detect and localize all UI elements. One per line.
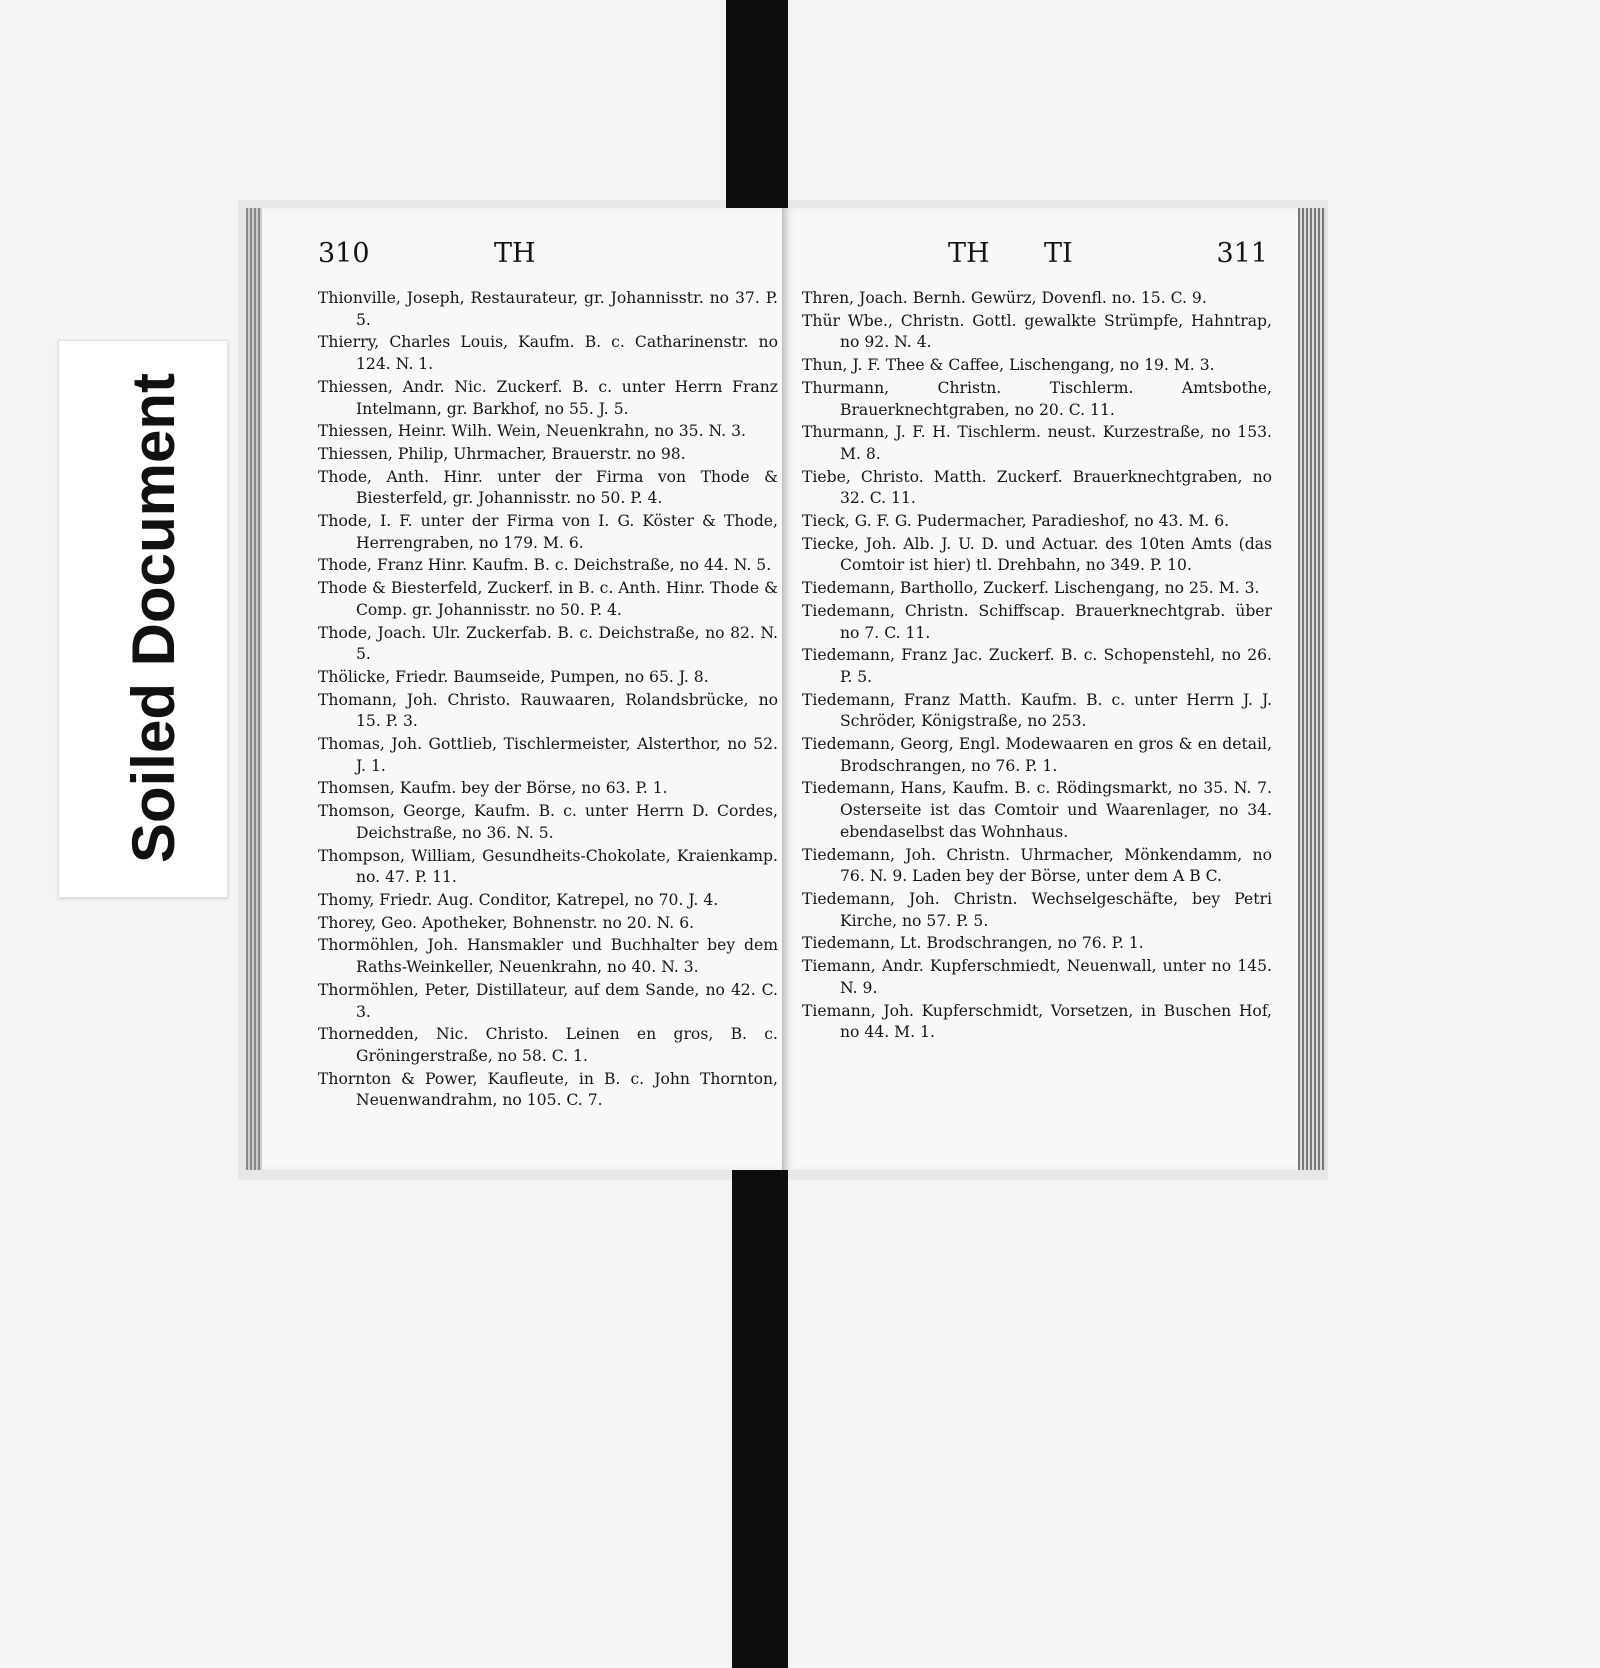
directory-entry: Thölicke, Friedr. Baumseide, Pumpen, no 65. J. 8.	[318, 667, 709, 686]
directory-entry: Thode & Biesterfeld, Zuckerf. in B. c. Anth. Hinr. Thode & Comp. gr. Johannisstr. no 50. P. 4.	[318, 579, 778, 619]
directory-entry: Thiessen, Philip, Uhrmacher, Brauerstr. no 98.	[318, 444, 686, 463]
directory-entry: Tiecke, Joh. Alb. J. U. D. und Actuar. des 10ten Amts (das Comtoir ist hier) tl. Drehbahn, no 349. P. 10.	[802, 534, 1272, 575]
binding-strap-top	[726, 0, 788, 210]
directory-entry: Thormöhlen, Peter, Distillateur, auf dem Sande, no 42. C. 3.	[318, 980, 778, 1021]
left-page-header	[262, 238, 798, 278]
directory-entry: Tiedemann, Lt. Brodschrangen, no 76. P. 1.	[802, 934, 1144, 953]
directory-entry: Tieck, G. F. G. Pudermacher, Paradieshof, no 43. M. 6.	[802, 512, 1230, 531]
directory-entry: Tiebe, Christo. Matth. Zuckerf. Brauerknechtgraben, no 32. C. 11.	[802, 467, 1272, 508]
directory-entry: Thomann, Joh. Christo. Rauwaaren, Rolandsbrücke, no 15. P. 3.	[318, 690, 778, 731]
right-page-header	[782, 238, 1298, 278]
directory-entry: Tiedemann, Barthollo, Zuckerf. Lischengang, no 25. M. 3.	[802, 579, 1260, 598]
directory-entry: Thionville, Joseph, Restaurateur, gr. Johannisstr. no 37. P. 5.	[318, 289, 778, 329]
directory-entry: Tiedemann, Georg, Engl. Modewaaren en gros & en detail, Brodschrangen, no 76. P. 1.	[802, 735, 1272, 775]
directory-entry: Thurmann, Christn. Tischlerm. Amtsbothe, Brauerknechtgraben, no 20. C. 11.	[802, 378, 1272, 419]
directory-entry: Tiedemann, Christn. Schiffscap. Brauerknechtgrab. über no 7. C. 11.	[802, 601, 1272, 642]
binding-strap-bottom	[732, 1150, 788, 1668]
directory-entry: Tiemann, Andr. Kupferschmiedt, Neuenwall, unter no 145. N. 9.	[802, 957, 1272, 997]
directory-entry: Thun, J. F. Thee & Caffee, Lischengang, no 19. M. 3.	[802, 356, 1215, 375]
directory-entry: Thormöhlen, Joh. Hansmakler und Buchhalter bey dem Raths-Weinkeller, Neuenkrahn, no 40. N. 3.	[318, 936, 778, 977]
right-running-head-th: TH	[948, 238, 990, 269]
left-entry-list	[318, 288, 778, 1113]
soiled-document-label: Soiled Document	[120, 372, 187, 864]
directory-entry: Thompson, William, Gesundheits-Chokolate, Kraienkamp. no. 47. P. 11.	[318, 846, 778, 887]
directory-entry: Thornton & Power, Kaufleute, in B. c. John Thornton, Neuenwandrahm, no 105. C. 7.	[318, 1069, 778, 1110]
directory-entry: Thode, Anth. Hinr. unter der Firma von Thode & Biesterfeld, gr. Johannisstr. no 50. P. 4.	[318, 467, 778, 508]
directory-entry: Thornedden, Nic. Christo. Leinen en gros, B. c. Gröningerstraße, no 58. C. 1.	[318, 1025, 778, 1065]
directory-entry: Thomson, George, Kaufm. B. c. unter Herrn D. Cordes, Deichstraße, no 36. N. 5.	[318, 802, 778, 842]
directory-entry: Tiedemann, Franz Jac. Zuckerf. B. c. Schopenstehl, no 26. P. 5.	[802, 646, 1272, 686]
directory-entry: Thode, I. F. unter der Firma von I. G. Köster & Thode, Herrengraben, no 179. M. 6.	[318, 512, 778, 552]
directory-entry: Thurmann, J. F. H. Tischlerm. neust. Kurzestraße, no 153. M. 8.	[802, 423, 1272, 463]
directory-entry: Thiessen, Andr. Nic. Zuckerf. B. c. unter Herrn Franz Intelmann, gr. Barkhof, no 55. J. 5.	[318, 377, 778, 418]
right-entry-list	[802, 288, 1272, 1045]
left-page-number: 310	[318, 238, 370, 269]
directory-entry: Thomsen, Kaufm. bey der Börse, no 63. P. 1.	[318, 779, 668, 798]
directory-entry: Thode, Franz Hinr. Kaufm. B. c. Deichstraße, no 44. N. 5.	[318, 556, 772, 575]
left-running-head: TH	[494, 238, 536, 269]
directory-entry: Thomas, Joh. Gottlieb, Tischlermeister, Alsterthor, no 52. J. 1.	[318, 735, 778, 775]
right-page	[782, 208, 1326, 1170]
right-page-number: 311	[1216, 238, 1268, 269]
directory-entry: Thorey, Geo. Apotheker, Bohnenstr. no 20. N. 6.	[318, 913, 695, 932]
directory-entry: Thierry, Charles Louis, Kaufm. B. c. Catharinenstr. no 124. N. 1.	[318, 333, 778, 374]
left-page	[246, 208, 798, 1170]
directory-entry: Tiedemann, Joh. Christn. Uhrmacher, Mönkendamm, no 76. N. 9. Laden bey der Börse, unter dem A B C.	[802, 845, 1272, 886]
directory-entry: Thomy, Friedr. Aug. Conditor, Katrepel, no 70. J. 4.	[318, 890, 719, 909]
right-running-head-ti: TI	[1044, 238, 1073, 269]
directory-entry: Thren, Joach. Bernh. Gewürz, Dovenfl. no. 15. C. 9.	[802, 289, 1207, 307]
directory-entry: Tiedemann, Hans, Kaufm. B. c. Rödingsmarkt, no 35. N. 7. Osterseite ist das Comtoir und Waarenlager, no 34. ebendaselbst das Wohnhaus.	[802, 779, 1272, 841]
directory-entry: Thiessen, Heinr. Wilh. Wein, Neuenkrahn, no 35. N. 3.	[318, 422, 746, 441]
directory-entry: Tiedemann, Joh. Christn. Wechselgeschäfte, bey Petri Kirche, no 57. P. 5.	[802, 889, 1272, 930]
directory-entry: Thode, Joach. Ulr. Zuckerfab. B. c. Deichstraße, no 82. N. 5.	[318, 623, 778, 664]
directory-entry: Thür Wbe., Christn. Gottl. gewalkte Strümpfe, Hahntrap, no 92. N. 4.	[802, 311, 1272, 352]
directory-entry: Tiemann, Joh. Kupferschmidt, Vorsetzen, in Buschen Hof, no 44. M. 1.	[802, 1001, 1272, 1042]
directory-entry: Tiedemann, Franz Matth. Kaufm. B. c. unter Herrn J. J. Schröder, Königstraße, no 253.	[802, 690, 1272, 731]
